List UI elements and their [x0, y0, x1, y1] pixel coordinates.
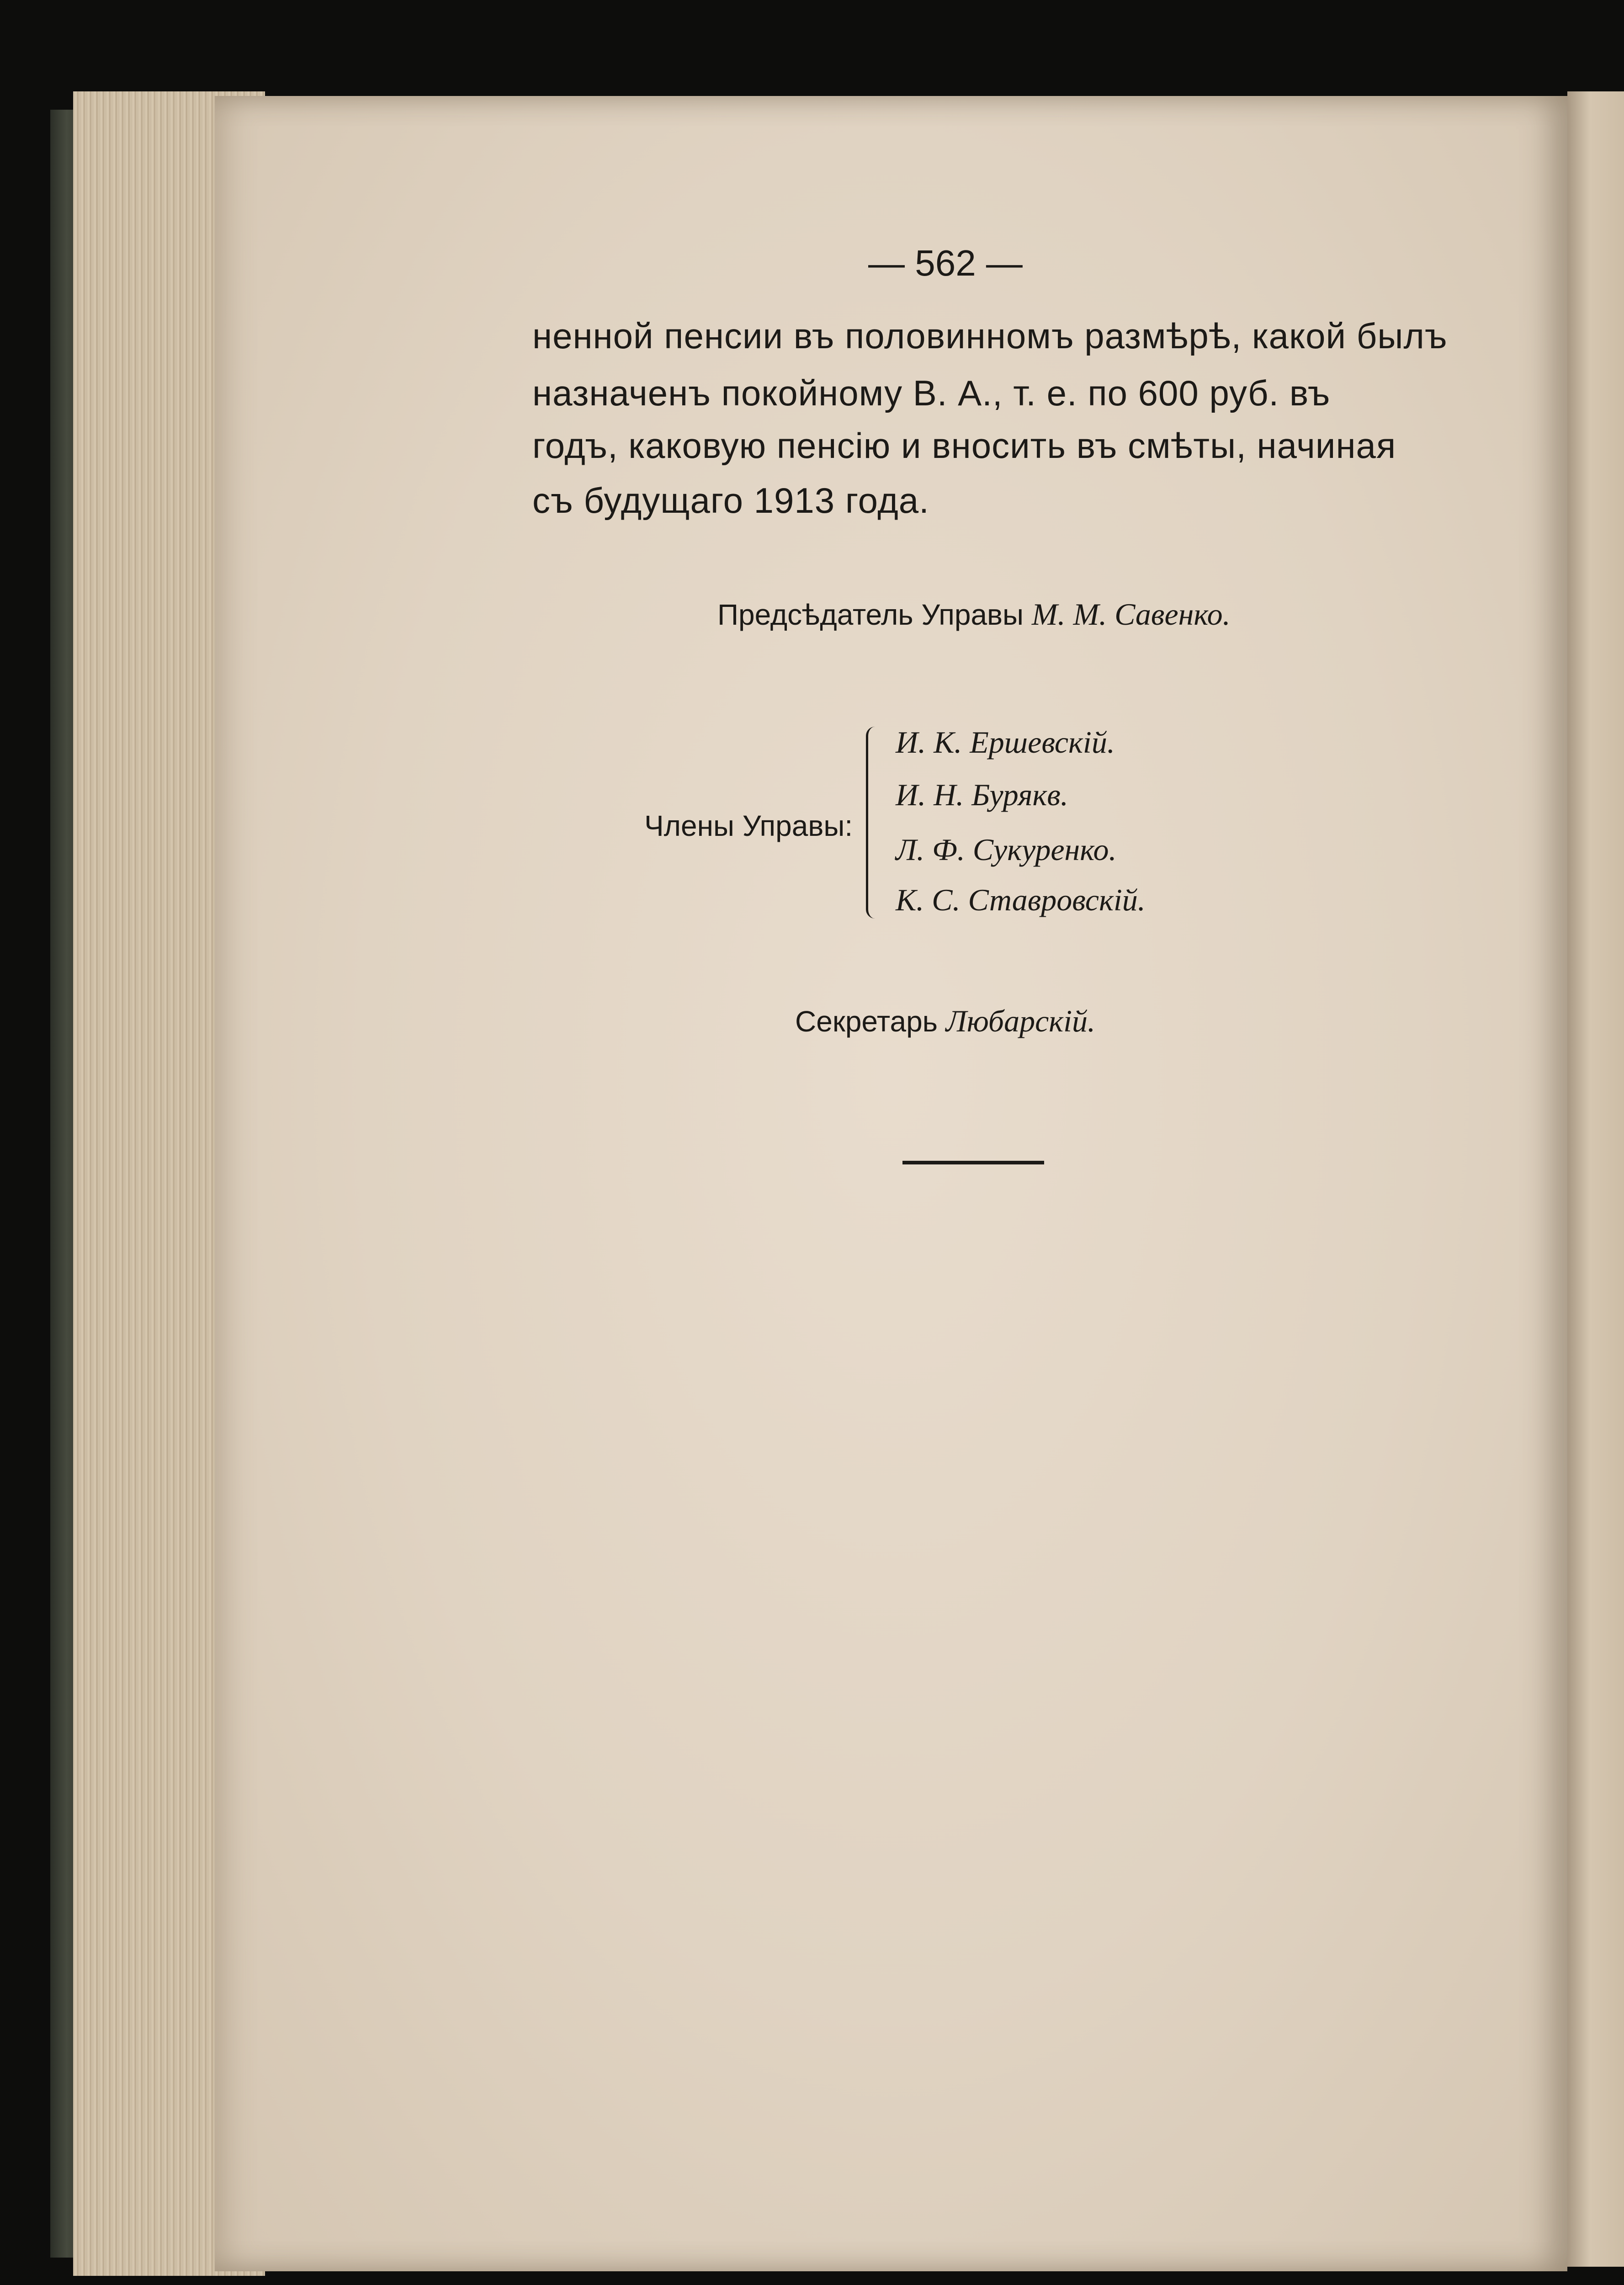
secretary-name: Любарскій.	[945, 1004, 1095, 1038]
body-line-2: назначенъ покойному В. А., т. е. по 600 руб. въ	[532, 373, 1331, 413]
member-name-2: И. Н. Бурякв.	[896, 777, 1068, 812]
body-line-4: съ будущаго 1913 года.	[532, 480, 929, 521]
body-line-3: годъ, каковую пенсію и вносить въ смѣты, начиная	[532, 425, 1396, 466]
member-name-3: Л. Ф. Сукуренко.	[896, 832, 1117, 867]
body-line-1: ненной пенсии въ половинномъ размѣрѣ, какой былъ	[532, 316, 1448, 356]
member-name-1: И. К. Ершевскій.	[896, 725, 1115, 760]
secretary-line	[795, 1003, 1095, 1039]
chairman-name: М. М. Савенко.	[1031, 597, 1231, 632]
chairman-label: Предсѣдатель Управы	[717, 598, 1024, 631]
secretary-label: Секретарь	[795, 1005, 938, 1038]
chairman-line	[717, 596, 1231, 632]
member-name-4: К. С. Ставровскій.	[896, 882, 1146, 917]
closing-rule	[902, 1161, 1044, 1164]
page-number: — 562 —	[868, 243, 1023, 283]
members-brace	[866, 727, 880, 919]
members-label: Члены Управы:	[644, 809, 853, 842]
document-page	[215, 96, 1567, 2271]
next-page-edge	[1567, 91, 1624, 2267]
